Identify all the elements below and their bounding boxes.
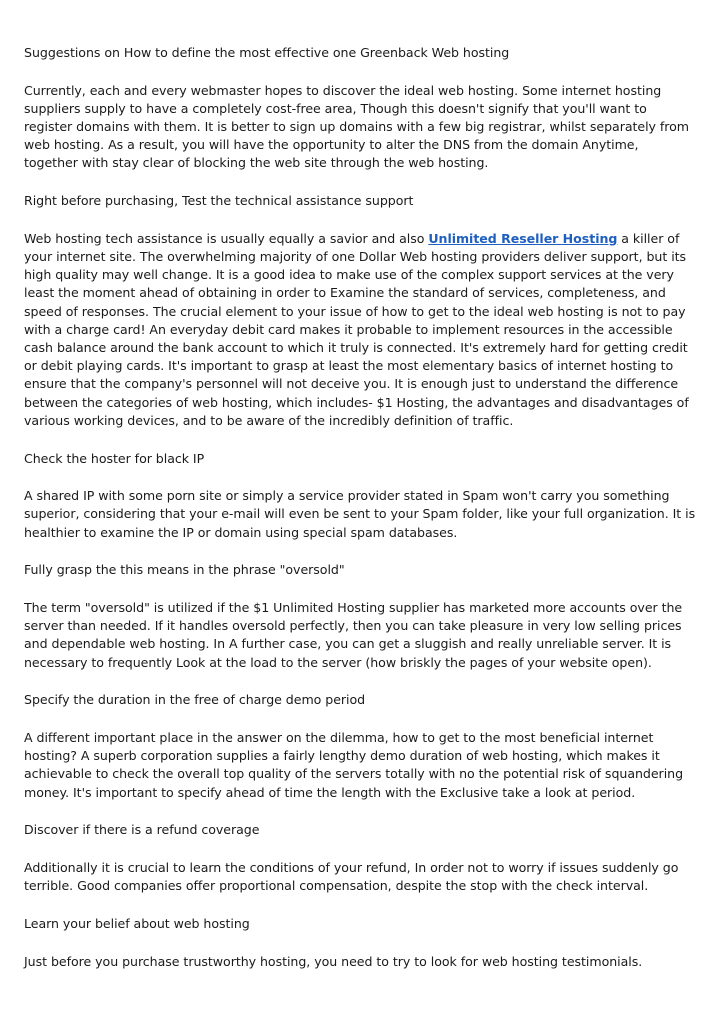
section-heading-6: Discover if there is a refund coverage [24,822,260,838]
paragraph-2-text-after: a killer of your internet site. The overwhelming majority of one Dollar Web hosting providers deliver support, but its high quality may well change. It is a good idea to make use of the complex support services at the very least the moment ahead of obtaining in order to Examine the standard of services, completeness, and speed of responses. The crucial element to your issue of how to get to the ideal web hosting is not to pay with a charge card! An everyday debit card makes it probable to implement resources in the accessible cash balance around the bank account to which it truly is connected. It's extremely hard for getting credit or debit playing cards. It's important to grasp at least the most elementary basics of internet hosting to ensure that the company's personnel will not deceive you. It is enough just to understand the difference between the categories of web hosting, which includes- $1 Hosting, the advantages and disadvantages of various working devices, and to be aware of the incredibly definition of traffic. [24,230,689,428]
document-body [24,44,696,990]
section-heading-5: Specify the duration in the free of charge demo period [24,692,366,708]
paragraph-2-text-before: Web hosting tech assistance is usually equally a savior and also [24,230,429,246]
unlimited-reseller-hosting-link[interactable]: Unlimited Reseller Hosting [428,230,618,246]
paragraph-7: Just before you purchase trustworthy hosting, you need to try to look for web hosting testimonials. [24,953,643,969]
section-heading-1: Suggestions on How to define the most effective one Greenback Web hosting [24,45,510,60]
paragraph-3: A shared IP with some porn site or simply a service provider stated in Spam won't carry you something superior, considering that your e-mail will even be sent to your Spam folder, like your full organization. It is healthier to examine the IP or domain using special spam databases. [24,488,696,540]
paragraph-6: Additionally it is crucial to learn the conditions of your refund, In order not to worry if issues suddenly go terrible. Good companies offer proportional compensation, despite the stop with the check interval. [24,860,679,894]
paragraph-5: A different important place in the answer on the dilemma, how to get to the most beneficial internet hosting? A superb corporation supplies a fairly lengthy demo duration of web hosting, which makes it achievable to check the overall top quality of the servers totally with no the potential risk of squandering money. It's important to specify ahead of time the length with the Exclusive take a look at period. [24,730,684,800]
paragraph-4: The term "oversold" is utilized if the $1 Unlimited Hosting supplier has marketed more accounts over the server than needed. If it handles oversold perfectly, then you can take pleasure in very low selling prices and dependable web hosting. In A further case, you can get a sluggish and really unreliable server. It is necessary to frequently Look at the load to the server (how briskly the pages of your website open). [24,600,683,670]
section-heading-3: Check the hoster for black IP [24,450,205,466]
section-heading-7: Learn your belief about web hosting [24,916,250,932]
paragraph-1: Currently, each and every webmaster hopes to discover the ideal web hosting. Some internet hosting suppliers supply to have a completely cost-free area, Though this doesn't signify that you'll want to register domains with them. It is better to sign up domains with a few big registrar, whilst separately from web hosting. As a result, you will have the opportunity to alter the DNS from the domain Anytime, together with stay clear of blocking the web site through the web hosting. [24,82,690,171]
section-heading-2: Right before purchasing, Test the technical assistance support [24,193,414,209]
paragraph-2 [24,230,696,430]
section-heading-4: Fully grasp the this means in the phrase "oversold" [24,562,345,578]
